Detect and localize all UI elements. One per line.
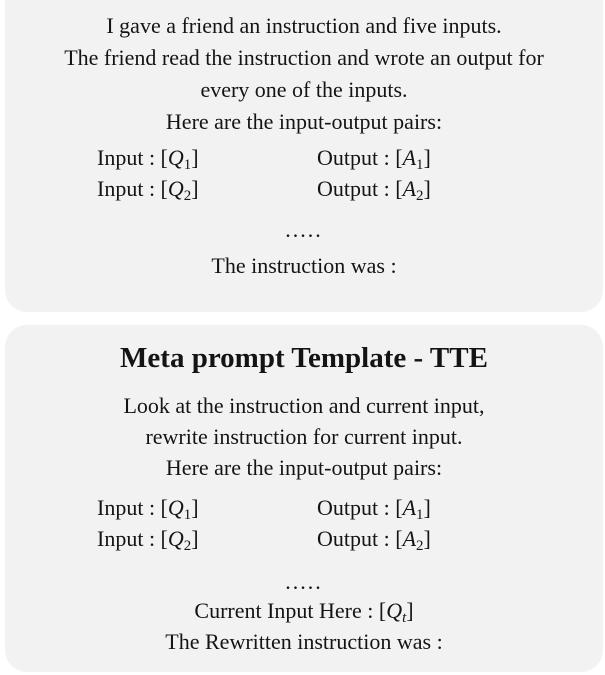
output-subscript: 2 bbox=[416, 537, 424, 554]
output-bracket-close: ] bbox=[423, 176, 431, 201]
current-input-label: Current Input Here : [ bbox=[194, 598, 387, 623]
input-bracket-close: ] bbox=[191, 145, 199, 170]
input-bracket-close: ] bbox=[191, 526, 199, 551]
output-cell bbox=[317, 492, 431, 523]
input-label: Input : [ bbox=[97, 495, 168, 520]
input-bracket-close: ] bbox=[191, 495, 199, 520]
output-label: Output : [ bbox=[317, 176, 403, 201]
output-label: Output : [ bbox=[317, 145, 403, 170]
input-subscript: 2 bbox=[183, 537, 192, 554]
meta-prompt-box-top bbox=[5, 0, 603, 312]
input-variable: Q bbox=[167, 176, 184, 201]
output-subscript: 1 bbox=[416, 156, 424, 173]
input-bracket-close: ] bbox=[191, 176, 199, 201]
input-variable: Q bbox=[167, 145, 184, 170]
input-subscript: 1 bbox=[183, 506, 192, 523]
pair-row bbox=[5, 523, 603, 554]
current-input-bracket-close: ] bbox=[406, 598, 414, 623]
example-pairs bbox=[5, 142, 603, 204]
output-variable: A bbox=[402, 145, 417, 170]
output-variable: A bbox=[402, 526, 417, 551]
text-line: Here are the input-output pairs: bbox=[165, 455, 443, 480]
meta-prompt-box-tte bbox=[5, 325, 603, 672]
text-line: I gave a friend an instruction and five inputs. bbox=[106, 13, 502, 38]
output-bracket-close: ] bbox=[423, 526, 431, 551]
output-bracket-close: ] bbox=[423, 495, 431, 520]
instruction-paragraph bbox=[5, 390, 603, 483]
input-variable: Q bbox=[167, 495, 184, 520]
input-subscript: 1 bbox=[183, 156, 192, 173]
pair-row bbox=[5, 173, 603, 204]
ellipsis-dots: ..... bbox=[285, 217, 323, 242]
input-cell bbox=[97, 492, 317, 523]
text-line: Here are the input-output pairs: bbox=[165, 109, 443, 134]
current-input-variable: Q bbox=[386, 598, 403, 623]
text-line: rewrite instruction for current input. bbox=[145, 424, 463, 449]
output-subscript: 1 bbox=[416, 506, 424, 523]
ellipsis-dots: ..... bbox=[285, 569, 323, 594]
output-variable: A bbox=[402, 495, 417, 520]
output-cell bbox=[317, 173, 431, 204]
output-variable: A bbox=[402, 176, 417, 201]
output-cell bbox=[317, 142, 431, 173]
text-line: Look at the instruction and current input, bbox=[123, 393, 485, 418]
output-cell bbox=[317, 523, 431, 554]
output-bracket-close: ] bbox=[423, 145, 431, 170]
input-cell bbox=[97, 523, 317, 554]
input-label: Input : [ bbox=[97, 176, 168, 201]
box-title: Meta prompt Template - TTE bbox=[120, 342, 488, 374]
input-label: Input : [ bbox=[97, 145, 168, 170]
input-variable: Q bbox=[167, 526, 184, 551]
pair-row bbox=[5, 492, 603, 523]
text-line: The friend read the instruction and wrote an output for bbox=[64, 45, 544, 70]
output-subscript: 2 bbox=[416, 187, 424, 204]
pair-row bbox=[5, 142, 603, 173]
output-label: Output : [ bbox=[317, 495, 403, 520]
current-input-line bbox=[5, 595, 603, 626]
instruction-was-line: The instruction was : bbox=[211, 253, 397, 278]
input-cell bbox=[97, 173, 317, 204]
text-line: every one of the inputs. bbox=[200, 77, 408, 102]
input-label: Input : [ bbox=[97, 526, 168, 551]
output-label: Output : [ bbox=[317, 526, 403, 551]
input-subscript: 2 bbox=[183, 187, 192, 204]
input-cell bbox=[97, 142, 317, 173]
rewritten-instruction-line: The Rewritten instruction was : bbox=[165, 629, 443, 654]
instruction-paragraph bbox=[5, 10, 603, 138]
example-pairs bbox=[5, 492, 603, 554]
current-input-subscript: t bbox=[402, 609, 407, 626]
